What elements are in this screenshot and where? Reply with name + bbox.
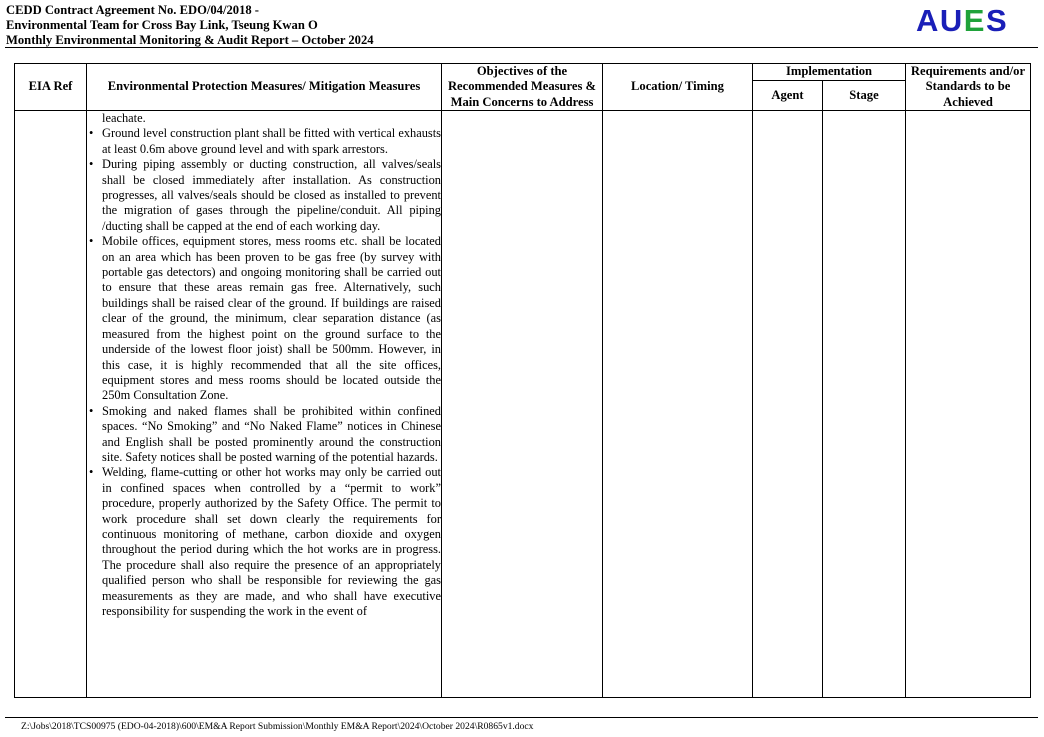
stage-cell — [823, 111, 906, 698]
eia-ref-cell — [15, 111, 87, 698]
objectives-cell — [442, 111, 603, 698]
measure-text: Welding, flame-cutting or other hot works may only be carried out in confined spaces when controlled by a “permit to work” procedure, properly authorized by the Safety Office. The permit to work procedure shall set down clearly the requirements for continuous monitoring of methane, carbon dioxide and oxygen throughout the period during which the hot works are in progress. The procedure shall also require the presence of an appropriately qualified person who shall be responsible for reviewing the gas measurements as they are made, and who shall have executive responsibility for suspending the work in the event of — [102, 465, 441, 618]
bullet-icon: • — [89, 126, 94, 141]
measure-item — [87, 126, 441, 157]
measures-list — [87, 126, 441, 619]
measures-lead-text: leachate. — [102, 111, 146, 125]
aues-logo — [916, 2, 1008, 40]
header-divider — [5, 47, 1038, 48]
measure-text: During piping assembly or ducting construction, all valves/seals shall be closed immediately after installation. As construction progresses, all valves/seals should be closed as installed to prevent the migration of gases through the pipeline/conduit. All piping /ducting shall be capped at the end of each working day. — [102, 157, 441, 233]
mitigation-measures-table — [14, 63, 1031, 698]
measure-item — [87, 157, 441, 234]
header-measures: Environmental Protection Measures/ Mitigation Measures — [87, 64, 442, 111]
requirements-cell — [906, 111, 1031, 698]
header-requirements: Requirements and/or Standards to be Achieved — [906, 64, 1031, 111]
footer-file-path: Z:\Jobs\2018\TCS00975 (EDO-04-2018)\600\EM&A Report Submission\Monthly EM&A Report\2024\October 2024\R0865v1.docx — [21, 721, 534, 732]
contract-title: CEDD Contract Agreement No. EDO/04/2018 - — [6, 3, 260, 17]
footer-divider — [5, 717, 1038, 718]
header-eia-ref: EIA Ref — [15, 64, 87, 111]
logo-letter-e: E — [963, 3, 986, 38]
measure-item — [87, 465, 441, 619]
header-stage: Stage — [823, 81, 906, 111]
bullet-icon: • — [89, 465, 94, 480]
bullet-icon: • — [89, 234, 94, 249]
header-agent: Agent — [753, 81, 823, 111]
team-title: Environmental Team for Cross Bay Link, Tseung Kwan O — [6, 18, 318, 32]
measure-item — [87, 404, 441, 466]
agent-cell — [753, 111, 823, 698]
measure-text: Ground level construction plant shall be fitted with vertical exhausts at least 0.6m above ground level and with spark arrestors. — [102, 126, 441, 156]
measure-text: Smoking and naked flames shall be prohibited within confined spaces. “No Smoking” and “No Naked Flame” notices in Chinese and English shall be posted prominently around the construction site. Safety notices shall be posted warning of the potential hazards. — [102, 403, 441, 464]
measure-text: Mobile offices, equipment stores, mess rooms etc. shall be located on an area which has been proven to be gas free (by survey with portable gas detectors) and ongoing monitoring shall be carried out to ensure that these areas remain gas free. Alternatively, such buildings shall be raised clear of the ground. If buildings are raised clear of the ground, the minimum, clear separation distance (as measured from the highest point on the ground surface to the underside of the lowest floor joist) shall be 500mm. However, in this case, it is highly recommended that all the site offices, equipment stores and mess rooms should be located outside the 250m Consultation Zone. — [102, 234, 441, 403]
report-header — [6, 3, 374, 48]
location-cell — [603, 111, 753, 698]
measure-item — [87, 234, 441, 403]
bullet-icon: • — [89, 157, 94, 172]
measures-cell — [87, 111, 442, 698]
header-objectives: Objectives of the Recommended Measures & Main Concerns to Address — [442, 64, 603, 111]
header-implementation: Implementation — [753, 64, 906, 81]
header-location-timing: Location/ Timing — [603, 64, 753, 111]
report-title: Monthly Environmental Monitoring & Audit Report – October 2024 — [6, 33, 374, 47]
bullet-icon: • — [89, 403, 94, 418]
logo-letters-au: AU — [916, 3, 964, 38]
logo-letter-s: S — [985, 3, 1009, 38]
